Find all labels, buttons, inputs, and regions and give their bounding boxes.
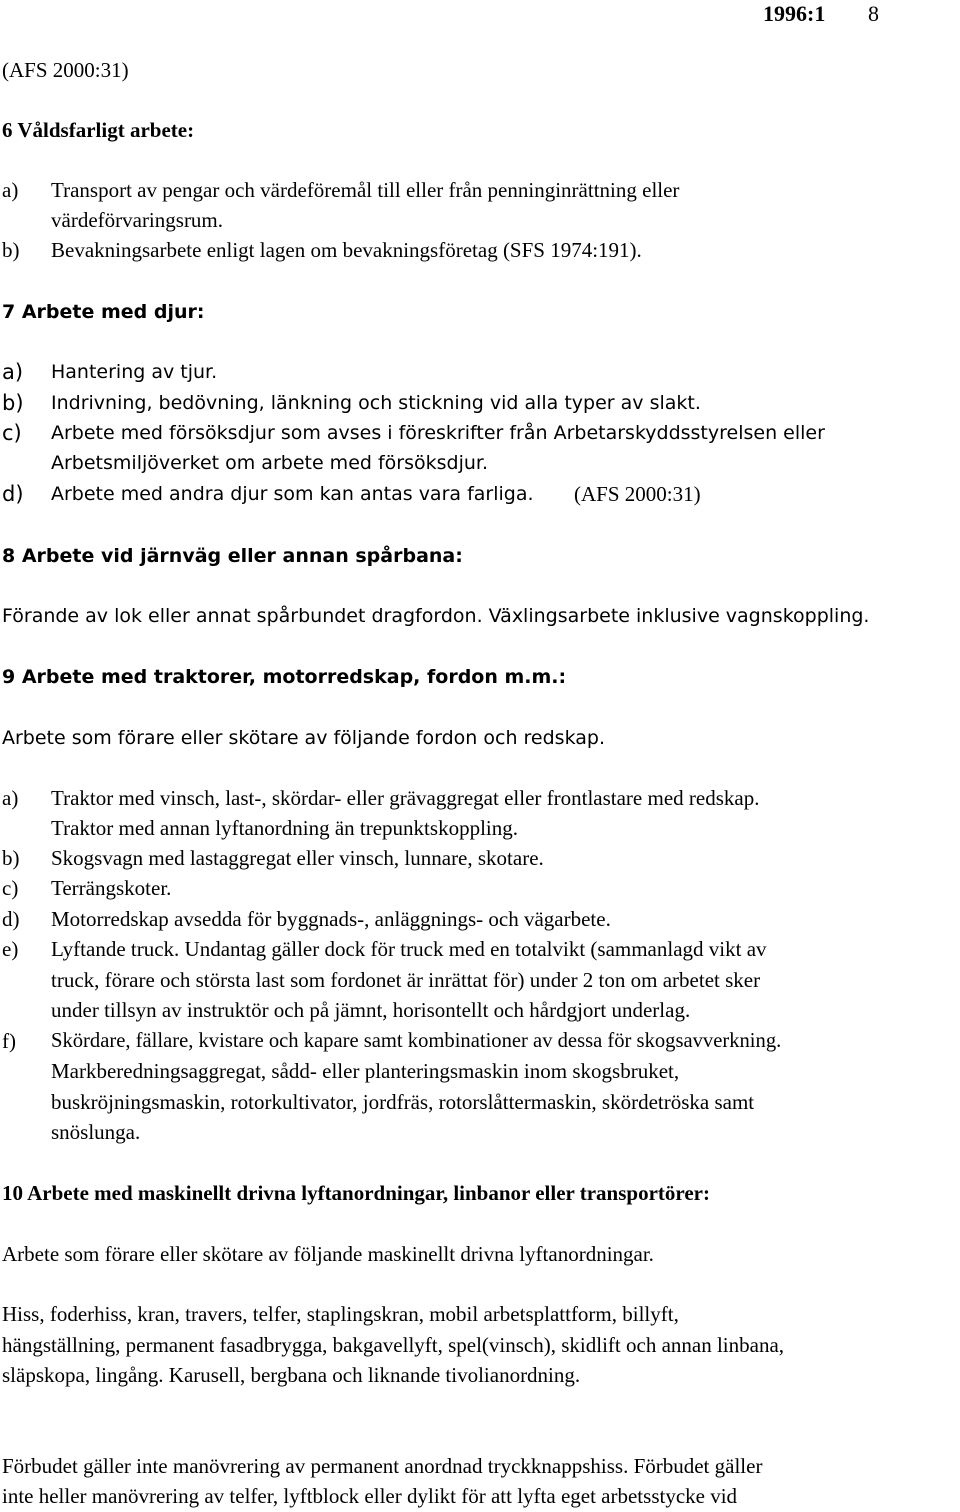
s6-b-label: b)	[2, 238, 20, 262]
s9-f-line4: snöslunga.	[51, 1120, 141, 1144]
s10-intro: Arbete som förare eller skötare av följande maskinellt drivna lyftanordningar.	[2, 1242, 654, 1266]
s9-a-label: a)	[2, 786, 19, 810]
s9-f-line2: Markberedningsaggregat, sådd- eller planteringsmaskin inom skogsbruket,	[51, 1059, 680, 1083]
s10-q-line1: Förbudet gäller inte manövrering av permanent anordnad tryckknappshiss. Förbudet gäller	[2, 1454, 763, 1478]
section-9-heading: 9 Arbete med traktorer, motorredskap, fordon m.m.:	[2, 666, 567, 688]
s7-c-label: c)	[2, 421, 22, 445]
s7-c-line1: Arbete med försöksdjur som avses i föreskrifter från Arbetarskyddsstyrelsen eller	[51, 422, 825, 444]
s9-f-line3: buskröjningsmaskin, rotorkultivator, jordfräs, rotorslåttermaskin, skördetröska samt	[51, 1090, 755, 1114]
s9-b-label: b)	[2, 846, 20, 870]
s9-c-label: c)	[2, 876, 19, 900]
s7-d-line1: Arbete med andra djur som kan antas vara farliga.	[51, 483, 534, 505]
s9-b-line1: Skogsvagn med lastaggregat eller vinsch, lunnare, skotare.	[51, 846, 544, 870]
s9-e-line3: under tillsyn av instruktör och på jämnt, horisontellt och hårdgjort underlag.	[51, 998, 691, 1022]
s6-a-line1: Transport av pengar och värdeföremål till eller från penninginrättning eller	[51, 178, 680, 202]
s10-p-line3: släpskopa, lingång. Karusell, bergbana och liknande tivolianordning.	[2, 1363, 581, 1387]
s6-a-line2: värdeförvaringsrum.	[51, 208, 224, 232]
s10-q-line2: inte heller manövrering av telfer, lyftblock eller dylikt för att lyfta eget arbetsstycke vid	[2, 1484, 738, 1508]
page-number: 8	[868, 1, 879, 26]
section-7-heading: 7 Arbete med djur:	[2, 301, 205, 323]
s7-a-label: a)	[2, 360, 24, 384]
s9-a-line2: Traktor med annan lyftanordning än trepunktskoppling.	[51, 816, 518, 840]
s9-e-line1: Lyftande truck. Undantag gäller dock för truck med en totalvikt (sammanlagd vikt av	[51, 937, 767, 961]
s9-a-line1: Traktor med vinsch, last-, skördar- eller grävaggregat eller frontlastare med redskap.	[51, 786, 760, 810]
s6-b-line1: Bevakningsarbete enligt lagen om bevakningsföretag (SFS 1974:191).	[51, 238, 642, 262]
s8-body: Förande av lok eller annat spårbundet dragfordon. Växlingsarbete inklusive vagnskoppling.	[2, 605, 870, 627]
s10-p-line2: hängställning, permanent fasadbrygga, bakgavellyft, spel(vinsch), skidlift och annan linbana,	[2, 1333, 785, 1357]
section-6-heading: 6 Våldsfarligt arbete:	[2, 118, 195, 142]
s9-intro: Arbete som förare eller skötare av följande fordon och redskap.	[2, 727, 605, 749]
s10-p-line1: Hiss, foderhiss, kran, travers, telfer, staplingskran, mobil arbetsplattform, billyft,	[2, 1302, 679, 1326]
s9-d-line1: Motorredskap avsedda för byggnads-, anläggnings- och vägarbete.	[51, 907, 611, 931]
s7-d-afs-reference: (AFS 2000:31)	[574, 482, 701, 506]
s9-c-line1: Terrängskoter.	[51, 876, 172, 900]
s9-f-label: f)	[2, 1029, 16, 1053]
s9-e-label: e)	[2, 937, 19, 961]
s7-a-line1: Hantering av tjur.	[51, 361, 218, 383]
section-10-heading: 10 Arbete med maskinellt drivna lyftanordningar, linbanor eller transportörer:	[2, 1181, 710, 1205]
s7-b-label: b)	[2, 391, 24, 415]
s9-d-label: d)	[2, 907, 20, 931]
s9-f-line1: Skördare, fällare, kvistare och kapare samt kombinationer av dessa för skogsavverkning.	[51, 1030, 782, 1052]
s7-c-line2: Arbetsmiljöverket om arbete med försöksdjur.	[51, 452, 489, 474]
s7-b-line1: Indrivning, bedövning, länkning och stickning vid alla typer av slakt.	[51, 392, 701, 414]
s7-d-label: d)	[2, 482, 24, 506]
s9-e-line2: truck, förare och största last som fordonet är inrättat för) under 2 ton om arbetet sker	[51, 968, 761, 992]
section-8-heading: 8 Arbete vid järnväg eller annan spårbana:	[2, 545, 463, 567]
s6-a-label: a)	[2, 178, 19, 202]
document-code: 1996:1	[763, 1, 826, 26]
afs-reference: (AFS 2000:31)	[2, 58, 129, 82]
